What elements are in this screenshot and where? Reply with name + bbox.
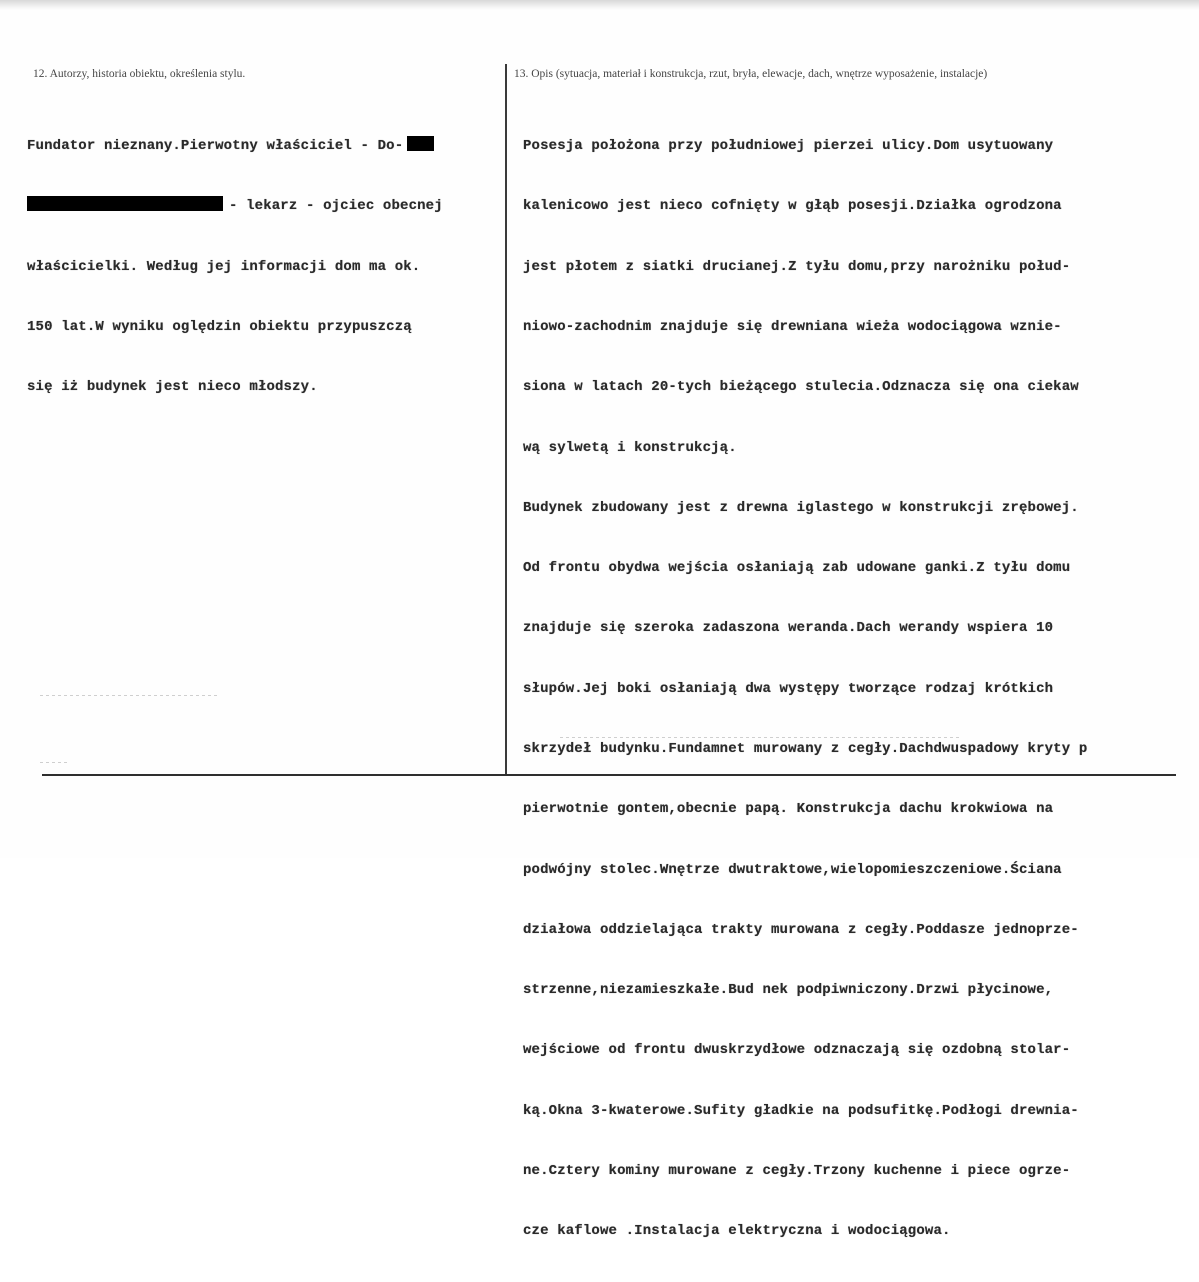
body-line: ne.Cztery kominy murowane z cegły.Trzony kuchenne i piece ogrze- bbox=[523, 1162, 1071, 1179]
faint-show-through-mark bbox=[40, 695, 220, 696]
body-line: kalenicowo jest nieco cofnięty w głąb posesji.Działka ogrodzona bbox=[523, 198, 1062, 215]
body-line: Posesja położona przy południowej pierzei ulicy.Dom usytuowany bbox=[523, 138, 1054, 155]
body-line: cze kaflowe .Instalacja elektryczna i wodociągowa. bbox=[523, 1223, 951, 1240]
faint-show-through-mark bbox=[560, 737, 960, 738]
redaction-box bbox=[407, 136, 434, 151]
body-line: siona w latach 20-tych bieżącego stulecia.Odznacza się ona ciekaw bbox=[523, 379, 1079, 396]
body-line: się iż budynek jest nieco młodszy. bbox=[27, 379, 318, 396]
bottom-rule-line bbox=[42, 774, 1176, 776]
body-line: wejściowe od frontu dwuskrzydłowe odznaczają się ozdobną stolar- bbox=[523, 1042, 1071, 1059]
body-line: ką.Okna 3-kwaterowe.Sufity gładkie na podsufitkę.Podłogi drewnia- bbox=[523, 1102, 1079, 1119]
body-line: słupów.Jej boki osłaniają dwa występy tworzące rodzaj krótkich bbox=[523, 680, 1054, 697]
body-line: znajduje się szeroka zadaszona weranda.Dach werandy wspiera 10 bbox=[523, 620, 1054, 637]
body-line: wą sylwetą i konstrukcją. bbox=[523, 439, 737, 456]
section-12-body bbox=[27, 96, 443, 438]
body-line: Fundator nieznany.Pierwotny właściciel - Do- bbox=[27, 136, 443, 156]
body-line: - lekarz - ojciec obecnej bbox=[27, 196, 443, 216]
body-line: pierwotnie gontem,obecnie papą. Konstrukcja dachu krokwiowa na bbox=[523, 801, 1054, 818]
body-line: jest płotem z siatki drucianej.Z tyłu domu,przy narożniku połud- bbox=[523, 258, 1071, 275]
section-12-header: 12. Autorzy, historia obiektu, określenia stylu. bbox=[33, 68, 246, 80]
section-13-body bbox=[523, 96, 1087, 1282]
body-line: podwójny stolec.Wnętrze dwutraktowe,wielopomieszczeniowe.Ściana bbox=[523, 861, 1062, 878]
body-line: skrzydeł budynku.Fundamnet murowany z cegły.Dachdwuspadowy kryty p bbox=[523, 741, 1088, 757]
body-line: działowa oddzielająca trakty murowana z cegły.Poddasze jednoprze- bbox=[523, 921, 1079, 938]
faint-show-through-mark bbox=[40, 762, 70, 763]
body-line: niowo-zachodnim znajduje się drewniana wieża wodociągowa wznie- bbox=[523, 319, 1062, 336]
body-line: właścicielki. Według jej informacji dom ma ok. bbox=[27, 258, 421, 275]
page-top-edge bbox=[0, 0, 1199, 10]
body-line: Budynek zbudowany jest z drewna iglastego w konstrukcji zrębowej. bbox=[523, 499, 1079, 516]
redaction-box bbox=[27, 196, 223, 211]
section-13-header: 13. Opis (sytuacja, materiał i konstrukcja, rzut, bryła, elewacje, dach, wnętrze wyposażenie, instalacje) bbox=[514, 68, 988, 80]
body-line: Od frontu obydwa wejścia osłaniają zab udowane ganki.Z tyłu domu bbox=[523, 560, 1071, 577]
body-line: 150 lat.W wyniku oględzin obiektu przypuszczą bbox=[27, 319, 412, 336]
column-divider bbox=[505, 64, 507, 774]
body-line: strzenne,niezamieszkałe.Bud nek podpiwniczony.Drzwi płycinowe, bbox=[523, 982, 1054, 999]
